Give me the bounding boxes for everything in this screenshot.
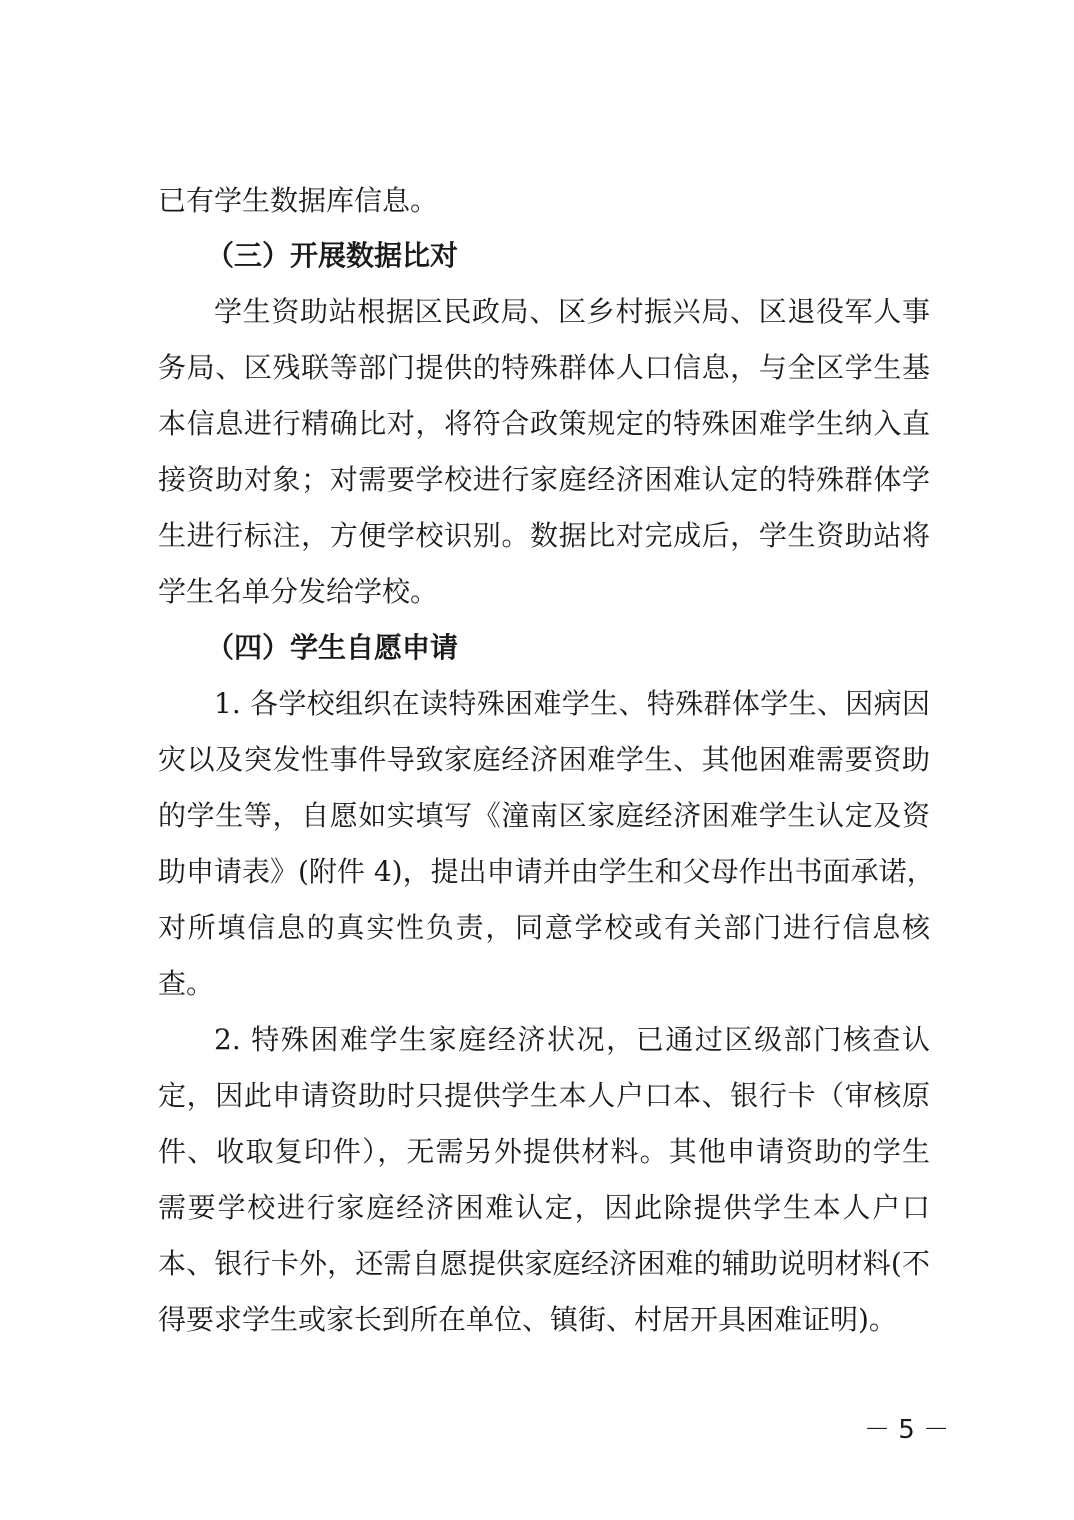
paragraph-line: 定，因此申请资助时只提供学生本人户口本、银行卡（审核原 [158, 1079, 930, 1112]
section-heading-4: （四）学生自愿申请 [206, 631, 459, 664]
section-heading-3: （三）开展数据比对 [206, 239, 459, 272]
paragraph-continuation: 已有学生数据库信息。 [158, 184, 439, 217]
paragraph-line: 接资助对象；对需要学校进行家庭经济困难认定的特殊群体学 [158, 463, 930, 496]
page-number: － 5 － [864, 1415, 950, 1445]
paragraph-line: 查。 [158, 967, 215, 1000]
paragraph-line: 务局、区残联等部门提供的特殊群体人口信息，与全区学生基 [158, 351, 930, 384]
paragraph-line: 灾以及突发性事件导致家庭经济困难学生、其他困难需要资助 [158, 743, 930, 776]
paragraph-line: 的学生等，自愿如实填写《潼南区家庭经济困难学生认定及资 [158, 799, 930, 832]
paragraph-line: 学生资助站根据区民政局、区乡村振兴局、区退役军人事 [214, 295, 930, 328]
paragraph-line: 学生名单分发给学校。 [158, 575, 439, 608]
paragraph-line: 助申请表》(附件 4)，提出申请并由学生和父母作出书面承诺， [158, 855, 935, 888]
paragraph-line: 1. 各学校组织在读特殊困难学生、特殊群体学生、因病因 [214, 687, 930, 720]
paragraph-line: 2. 特殊困难学生家庭经济状况，已通过区级部门核查认 [214, 1023, 930, 1056]
paragraph-line: 本、银行卡外，还需自愿提供家庭经济困难的辅助说明材料(不 [158, 1247, 930, 1280]
paragraph-line: 件、收取复印件），无需另外提供材料。其他申请资助的学生 [158, 1135, 930, 1168]
paragraph-line: 需要学校进行家庭经济困难认定，因此除提供学生本人户口 [158, 1191, 930, 1224]
paragraph-line: 本信息进行精确比对，将符合政策规定的特殊困难学生纳入直 [158, 407, 930, 440]
paragraph-line: 对所填信息的真实性负责，同意学校或有关部门进行信息核 [158, 911, 930, 944]
paragraph-line: 生进行标注，方便学校识别。数据比对完成后，学生资助站将 [158, 519, 930, 552]
paragraph-line: 得要求学生或家长到所在单位、镇街、村居开具困难证明)。 [158, 1303, 897, 1336]
